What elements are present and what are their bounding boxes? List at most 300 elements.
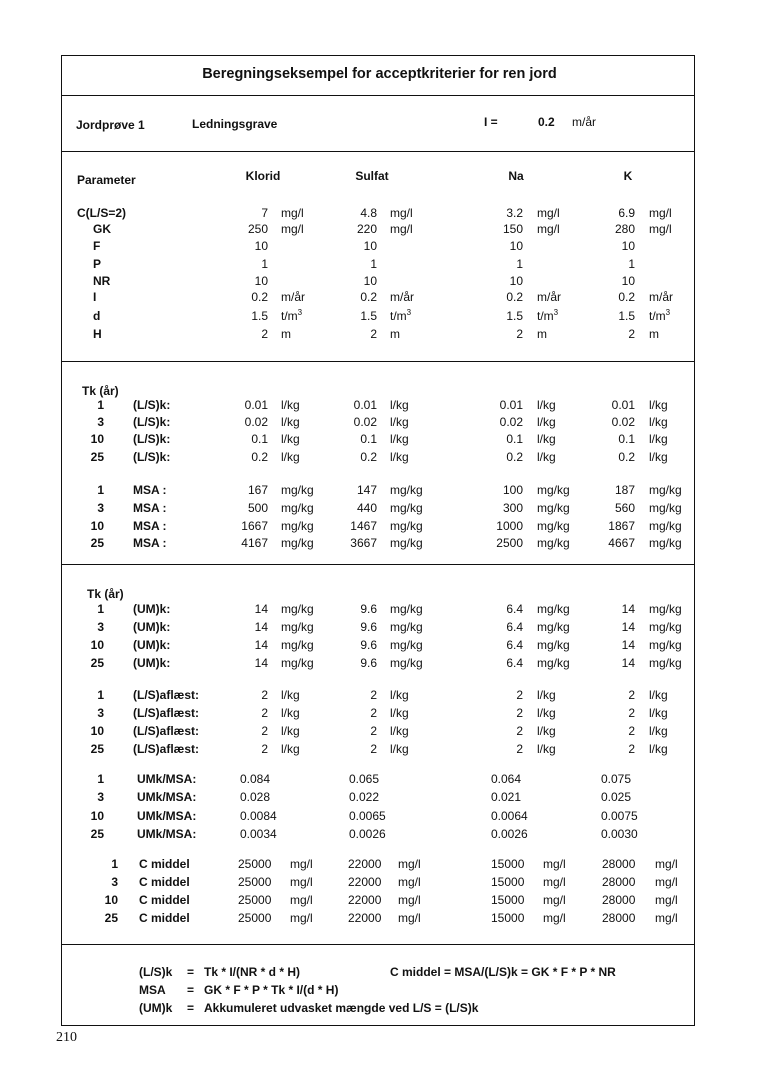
param-value: 1 — [628, 257, 635, 271]
ls-value: 0.01 — [244, 398, 268, 412]
cmid-unit: mg/l — [398, 875, 421, 889]
cmid-unit: mg/l — [543, 857, 566, 871]
lsafl-value: 2 — [261, 742, 268, 756]
cmid-unit: mg/l — [398, 893, 421, 907]
ratio-value: 0.0065 — [349, 809, 386, 823]
param-label: d — [93, 309, 101, 323]
ratio-value: 0.0034 — [240, 827, 277, 841]
ls-value: 0.1 — [360, 432, 377, 446]
tk-value: 1 — [97, 602, 104, 616]
param-unit: mg/l — [281, 206, 304, 220]
um-unit: mg/kg — [390, 638, 423, 652]
um-value: 6.4 — [506, 638, 523, 652]
ratio-value: 0.021 — [491, 790, 522, 804]
tk-value: 10 — [90, 638, 104, 652]
lsafl-unit: l/kg — [390, 688, 409, 702]
param-value: 250 — [247, 222, 268, 236]
param-unit: m — [390, 327, 400, 341]
ls-value: 0.01 — [499, 398, 523, 412]
ratio-value: 0.0026 — [491, 827, 528, 841]
cmid-value: 25000 — [238, 857, 272, 871]
msa-label: MSA : — [133, 501, 167, 515]
cmid-value: 22000 — [348, 857, 382, 871]
param-unit: m — [281, 327, 291, 341]
ratio-value: 0.028 — [240, 790, 271, 804]
lsafl-value: 2 — [261, 706, 268, 720]
page-number: 210 — [56, 1030, 77, 1045]
um-value: 9.6 — [360, 602, 377, 616]
um-label: (UM)k: — [133, 656, 171, 670]
formula-cmiddel: C middel = MSA/(L/S)k = GK * F * P * NR — [390, 965, 616, 979]
ls-value: 0.02 — [244, 415, 268, 429]
divider — [61, 361, 695, 362]
cmid-unit: mg/l — [543, 893, 566, 907]
lsafl-value: 2 — [261, 724, 268, 738]
formula-rhs: GK * F * P * Tk * I/(d * H) — [204, 983, 339, 997]
param-unit: m/år — [537, 290, 561, 304]
param-unit: mg/l — [281, 222, 304, 236]
cmid-unit: mg/l — [290, 857, 313, 871]
cmid-label: C middel — [139, 857, 190, 871]
msa-unit: mg/kg — [649, 501, 682, 515]
ratio-value: 0.0064 — [491, 809, 528, 823]
param-value: 3.2 — [506, 206, 523, 220]
tk-value: 3 — [111, 875, 118, 889]
msa-unit: mg/kg — [537, 519, 570, 533]
param-unit: m — [649, 327, 659, 341]
ls-unit: l/kg — [649, 415, 668, 429]
param-unit: mg/l — [649, 222, 672, 236]
column-header: K — [623, 169, 633, 183]
param-unit: mg/l — [390, 206, 413, 220]
um-value: 14 — [621, 620, 635, 634]
tk-value: 3 — [97, 790, 104, 804]
ratio-label: UMk/MSA: — [137, 809, 197, 823]
tk-value: 25 — [104, 911, 118, 925]
ls-value: 0.02 — [499, 415, 523, 429]
param-value: 1 — [261, 257, 268, 271]
lsafl-value: 2 — [370, 688, 377, 702]
ls-unit: l/kg — [649, 432, 668, 446]
ls-value: 0.1 — [618, 432, 635, 446]
lsafl-unit: l/kg — [649, 688, 668, 702]
tk-value: 1 — [97, 398, 104, 412]
cmid-value: 28000 — [602, 911, 636, 925]
param-label: NR — [93, 274, 111, 288]
tk-value: 10 — [104, 893, 118, 907]
msa-value: 100 — [502, 483, 523, 497]
param-value: 10 — [363, 274, 377, 288]
formula-lhs: MSA — [139, 983, 166, 997]
column-header: Klorid — [245, 169, 281, 183]
tk-value: 25 — [90, 742, 104, 756]
tk-value: 1 — [111, 857, 118, 871]
ls-value: 0.1 — [251, 432, 268, 446]
msa-unit: mg/kg — [390, 519, 423, 533]
cmid-label: C middel — [139, 911, 190, 925]
ls-value: 0.02 — [353, 415, 377, 429]
msa-value: 167 — [247, 483, 268, 497]
ls-unit: l/kg — [649, 450, 668, 464]
param-value: 2 — [261, 327, 268, 341]
param-unit: m — [537, 327, 547, 341]
um-value: 14 — [621, 656, 635, 670]
lsafl-unit: l/kg — [537, 706, 556, 720]
ls-unit: l/kg — [281, 450, 300, 464]
param-label: I — [93, 290, 97, 304]
sample-name: Ledningsgrave — [192, 117, 278, 131]
tk-value: 10 — [90, 432, 104, 446]
param-unit: mg/l — [537, 222, 560, 236]
um-unit: mg/kg — [537, 638, 570, 652]
msa-value: 1667 — [241, 519, 268, 533]
param-unit: m/år — [390, 290, 414, 304]
cmid-value: 15000 — [491, 857, 525, 871]
lsafl-unit: l/kg — [537, 742, 556, 756]
msa-unit: mg/kg — [537, 536, 570, 550]
msa-value: 440 — [356, 501, 377, 515]
formula-rhs: Tk * I/(NR * d * H) — [204, 965, 301, 979]
lsafl-label: (L/S)aflæst: — [133, 742, 199, 756]
msa-value: 2500 — [496, 536, 523, 550]
ls-value: 0.1 — [506, 432, 523, 446]
cmid-label: C middel — [139, 875, 190, 889]
msa-unit: mg/kg — [281, 483, 314, 497]
ratio-value: 0.0026 — [349, 827, 386, 841]
msa-value: 147 — [356, 483, 377, 497]
cmid-value: 28000 — [602, 875, 636, 889]
param-label: H — [93, 327, 102, 341]
ratio-value: 0.075 — [601, 772, 632, 786]
param-value: 0.2 — [506, 290, 523, 304]
ls-value: 0.2 — [251, 450, 268, 464]
msa-label: MSA : — [133, 536, 167, 550]
lsafl-value: 2 — [516, 724, 523, 738]
column-header: Sulfat — [355, 169, 389, 183]
lsafl-unit: l/kg — [537, 688, 556, 702]
um-unit: mg/kg — [537, 656, 570, 670]
msa-value: 1867 — [608, 519, 635, 533]
msa-unit: mg/kg — [281, 519, 314, 533]
ls-unit: l/kg — [390, 450, 409, 464]
msa-unit: mg/kg — [649, 483, 682, 497]
lsafl-value: 2 — [516, 688, 523, 702]
param-unit: mg/l — [649, 206, 672, 220]
lsafl-value: 2 — [628, 742, 635, 756]
param-value: 1 — [516, 257, 523, 271]
um-label: (UM)k: — [133, 638, 171, 652]
ls-unit: l/kg — [537, 450, 556, 464]
param-unit: m/år — [281, 290, 305, 304]
lsafl-value: 2 — [516, 706, 523, 720]
msa-unit: mg/kg — [649, 536, 682, 550]
cmid-unit: mg/l — [290, 875, 313, 889]
um-unit: mg/kg — [649, 620, 682, 634]
ls-unit: l/kg — [649, 398, 668, 412]
um-value: 14 — [621, 602, 635, 616]
um-value: 6.4 — [506, 656, 523, 670]
cmid-value: 15000 — [491, 875, 525, 889]
ratio-value: 0.065 — [349, 772, 380, 786]
cmid-value: 28000 — [602, 857, 636, 871]
um-unit: mg/kg — [649, 638, 682, 652]
formula-lhs: (UM)k — [139, 1001, 173, 1015]
tk-value: 3 — [97, 706, 104, 720]
ratio-value: 0.0084 — [240, 809, 277, 823]
formula-eq: = — [187, 965, 195, 979]
msa-value: 4667 — [608, 536, 635, 550]
param-unit: $t/m^3$ — [649, 308, 671, 323]
cmid-value: 22000 — [348, 875, 382, 889]
param-value: 6.9 — [618, 206, 635, 220]
um-value: 14 — [254, 620, 268, 634]
param-value: 0.2 — [251, 290, 268, 304]
ls-label: (L/S)k: — [133, 450, 171, 464]
parameter-header: Parameter — [77, 173, 136, 187]
tk-value: 25 — [90, 827, 104, 841]
msa-unit: mg/kg — [537, 501, 570, 515]
ratio-value: 0.025 — [601, 790, 632, 804]
um-unit: mg/kg — [281, 656, 314, 670]
msa-unit: mg/kg — [281, 536, 314, 550]
i-label: I = — [484, 115, 498, 129]
divider — [61, 95, 695, 96]
um-unit: mg/kg — [281, 638, 314, 652]
cmid-label: C middel — [139, 893, 190, 907]
um-value: 14 — [254, 656, 268, 670]
ls-unit: l/kg — [390, 432, 409, 446]
param-value: 10 — [621, 239, 635, 253]
um-unit: mg/kg — [390, 620, 423, 634]
um-label: (UM)k: — [133, 620, 171, 634]
msa-unit: mg/kg — [649, 519, 682, 533]
param-label: P — [93, 257, 102, 271]
ls-unit: l/kg — [281, 398, 300, 412]
cmid-unit: mg/l — [655, 893, 678, 907]
cmid-unit: mg/l — [398, 857, 421, 871]
param-value: 1.5 — [506, 309, 523, 323]
param-label: F — [93, 239, 101, 253]
cmid-unit: mg/l — [655, 857, 678, 871]
msa-value: 1000 — [496, 519, 523, 533]
param-value: 0.2 — [618, 290, 635, 304]
um-unit: mg/kg — [649, 602, 682, 616]
msa-value: 500 — [247, 501, 268, 515]
param-value: 10 — [621, 274, 635, 288]
lsafl-unit: l/kg — [649, 706, 668, 720]
param-label: GK — [93, 222, 111, 236]
lsafl-unit: l/kg — [281, 742, 300, 756]
um-unit: mg/kg — [281, 620, 314, 634]
ls-value: 0.2 — [618, 450, 635, 464]
i-value: 0.2 — [538, 115, 555, 129]
param-value: 2 — [628, 327, 635, 341]
lsafl-unit: l/kg — [537, 724, 556, 738]
msa-value: 1467 — [350, 519, 377, 533]
msa-label: MSA : — [133, 483, 167, 497]
ls-label: (L/S)k: — [133, 415, 171, 429]
cmid-value: 15000 — [491, 911, 525, 925]
param-value: 10 — [509, 239, 523, 253]
tk-value: 25 — [90, 450, 104, 464]
param-value: 280 — [614, 222, 635, 236]
tk-value: 3 — [97, 415, 104, 429]
ls-unit: l/kg — [281, 432, 300, 446]
lsafl-value: 2 — [261, 688, 268, 702]
ls-unit: l/kg — [281, 415, 300, 429]
ratio-label: UMk/MSA: — [137, 790, 197, 804]
param-value: 7 — [261, 206, 268, 220]
param-value: 1.5 — [618, 309, 635, 323]
msa-value: 300 — [502, 501, 523, 515]
formula-lhs: (L/S)k — [139, 965, 173, 979]
lsafl-value: 2 — [628, 688, 635, 702]
lsafl-value: 2 — [370, 706, 377, 720]
param-unit: $t/m^3$ — [390, 308, 412, 323]
tk-value: 25 — [90, 656, 104, 670]
ls-value: 0.2 — [506, 450, 523, 464]
um-value: 9.6 — [360, 638, 377, 652]
param-value: 0.2 — [360, 290, 377, 304]
ratio-value: 0.0075 — [601, 809, 638, 823]
ls-value: 0.01 — [353, 398, 377, 412]
param-unit: mg/l — [390, 222, 413, 236]
param-value: 10 — [254, 274, 268, 288]
cmid-value: 25000 — [238, 911, 272, 925]
ratio-value: 0.0030 — [601, 827, 638, 841]
cmid-unit: mg/l — [543, 875, 566, 889]
lsafl-value: 2 — [370, 724, 377, 738]
ls-unit: l/kg — [390, 398, 409, 412]
um-unit: mg/kg — [390, 656, 423, 670]
msa-value: 3667 — [350, 536, 377, 550]
lsafl-unit: l/kg — [281, 688, 300, 702]
msa-unit: mg/kg — [537, 483, 570, 497]
ls-value: 0.2 — [360, 450, 377, 464]
ls-unit: l/kg — [537, 432, 556, 446]
lsafl-label: (L/S)aflæst: — [133, 706, 199, 720]
lsafl-unit: l/kg — [390, 706, 409, 720]
ratio-value: 0.022 — [349, 790, 380, 804]
divider — [61, 564, 695, 565]
msa-value: 187 — [614, 483, 635, 497]
param-value: 220 — [356, 222, 377, 236]
page-title: Beregningseksempel for acceptkriterier for ren jord — [202, 66, 557, 82]
param-value: 1.5 — [251, 309, 268, 323]
cmid-unit: mg/l — [543, 911, 566, 925]
msa-unit: mg/kg — [281, 501, 314, 515]
lsafl-unit: l/kg — [281, 724, 300, 738]
cmid-value: 15000 — [491, 893, 525, 907]
column-header: Na — [508, 169, 524, 183]
cmid-unit: mg/l — [290, 911, 313, 925]
lsafl-unit: l/kg — [281, 706, 300, 720]
lsafl-unit: l/kg — [390, 742, 409, 756]
um-unit: mg/kg — [649, 656, 682, 670]
param-label: C(L/S=2) — [77, 206, 127, 220]
lsafl-value: 2 — [370, 742, 377, 756]
tk-header: Tk (år) — [87, 587, 124, 601]
lsafl-unit: l/kg — [649, 742, 668, 756]
cmid-unit: mg/l — [290, 893, 313, 907]
msa-unit: mg/kg — [390, 536, 423, 550]
lsafl-value: 2 — [628, 724, 635, 738]
tk-value: 10 — [90, 809, 104, 823]
ls-unit: l/kg — [537, 415, 556, 429]
um-unit: mg/kg — [537, 620, 570, 634]
um-value: 6.4 — [506, 602, 523, 616]
msa-value: 4167 — [241, 536, 268, 550]
formula-rhs: Akkumuleret udvasket mængde ved L/S = (L/S)k — [204, 1001, 479, 1015]
cmid-value: 25000 — [238, 893, 272, 907]
param-unit: m/år — [649, 290, 673, 304]
um-value: 9.6 — [360, 656, 377, 670]
cmid-unit: mg/l — [398, 911, 421, 925]
um-unit: mg/kg — [281, 602, 314, 616]
sample-label: Jordprøve 1 — [76, 118, 145, 132]
lsafl-value: 2 — [516, 742, 523, 756]
param-value: 2 — [516, 327, 523, 341]
param-value: 1.5 — [360, 309, 377, 323]
um-unit: mg/kg — [390, 602, 423, 616]
tk-value: 3 — [97, 620, 104, 634]
cmid-value: 25000 — [238, 875, 272, 889]
um-label: (UM)k: — [133, 602, 171, 616]
param-value: 10 — [254, 239, 268, 253]
um-value: 9.6 — [360, 620, 377, 634]
divider — [61, 151, 695, 152]
msa-value: 560 — [614, 501, 635, 515]
cmid-value: 22000 — [348, 893, 382, 907]
param-value: 2 — [370, 327, 377, 341]
lsafl-label: (L/S)aflæst: — [133, 688, 199, 702]
ls-unit: l/kg — [390, 415, 409, 429]
param-unit: $t/m^3$ — [537, 308, 559, 323]
tk-value: 10 — [90, 724, 104, 738]
msa-unit: mg/kg — [390, 483, 423, 497]
i-unit: m/år — [572, 115, 596, 129]
msa-unit: mg/kg — [390, 501, 423, 515]
cmid-unit: mg/l — [655, 911, 678, 925]
ratio-label: UMk/MSA: — [137, 772, 197, 786]
lsafl-label: (L/S)aflæst: — [133, 724, 199, 738]
param-value: 150 — [502, 222, 523, 236]
ls-value: 0.01 — [611, 398, 635, 412]
formula-eq: = — [187, 983, 195, 997]
tk-value: 3 — [97, 501, 104, 515]
param-value: 10 — [363, 239, 377, 253]
tk-header: Tk (år) — [82, 384, 119, 398]
msa-label: MSA : — [133, 519, 167, 533]
tk-value: 1 — [97, 688, 104, 702]
ls-value: 0.02 — [611, 415, 635, 429]
ratio-label: UMk/MSA: — [137, 827, 197, 841]
lsafl-unit: l/kg — [649, 724, 668, 738]
cmid-value: 28000 — [602, 893, 636, 907]
um-value: 6.4 — [506, 620, 523, 634]
ratio-value: 0.064 — [491, 772, 522, 786]
lsafl-unit: l/kg — [390, 724, 409, 738]
ls-label: (L/S)k: — [133, 432, 171, 446]
divider — [61, 944, 695, 945]
param-value: 10 — [509, 274, 523, 288]
param-unit: $t/m^3$ — [281, 308, 303, 323]
tk-value: 25 — [90, 536, 104, 550]
ls-unit: l/kg — [537, 398, 556, 412]
formula-eq: = — [187, 1001, 195, 1015]
um-value: 14 — [254, 602, 268, 616]
lsafl-value: 2 — [628, 706, 635, 720]
